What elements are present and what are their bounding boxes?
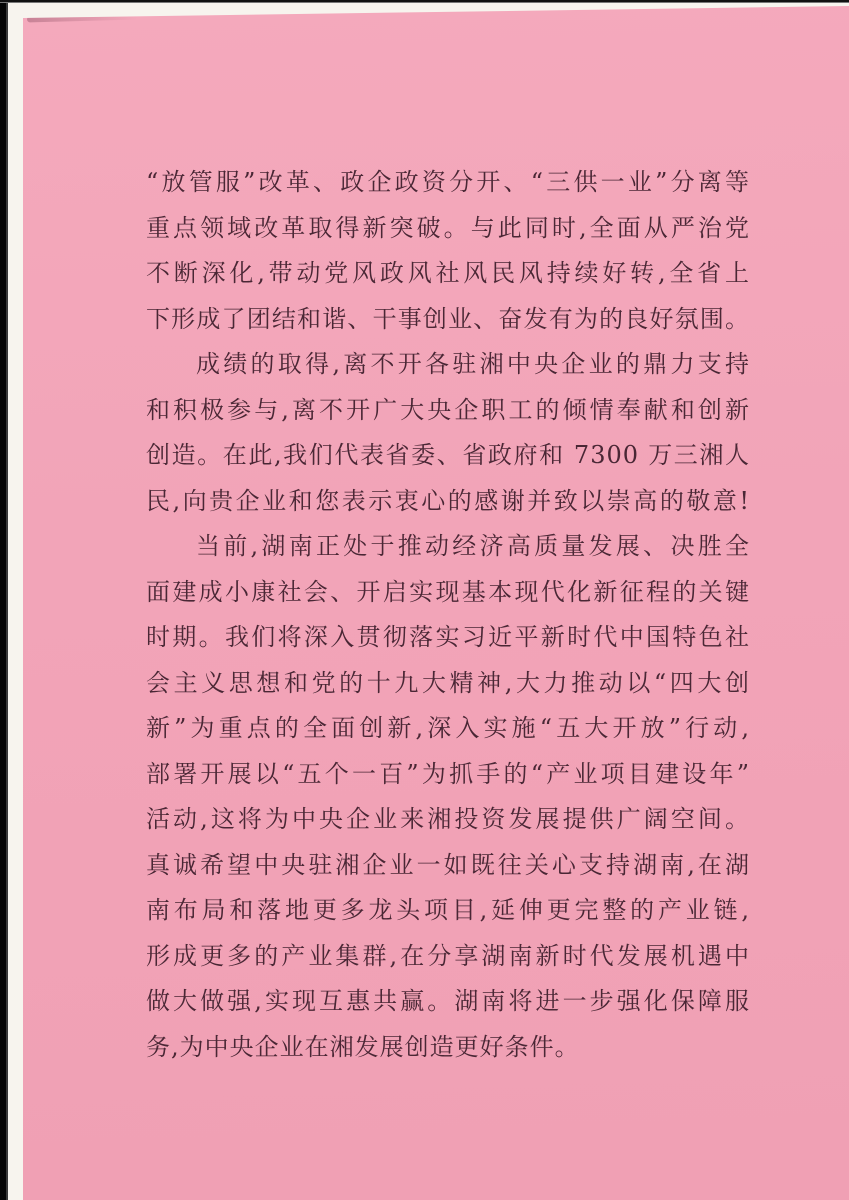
text-line: 时期。我们将深入贯彻落实习近平新时代中国特色社 bbox=[146, 623, 750, 651]
text-line: 做大做强,实现互惠共赢。湖南将进一步强化保障服 bbox=[146, 987, 750, 1015]
text-line: 面建成小康社会、开启实现基本现代化新征程的关键 bbox=[146, 577, 750, 606]
text-line: 会主义思想和党的十九大精神,大力推动以“四大创 bbox=[146, 668, 750, 697]
text-line: 南布局和落地更多龙头项目,延伸更完整的产业链, bbox=[146, 896, 750, 924]
text-line: 下形成了团结和谐、干事创业、奋发有为的良好氛围。 bbox=[146, 304, 750, 333]
text-line: 部署开展以“五个一百”为抓手的“产业项目建设年” bbox=[146, 759, 750, 788]
letter-body bbox=[146, 160, 750, 1070]
paper-corner-crease bbox=[27, 14, 137, 23]
scanner-edge-left bbox=[0, 0, 8, 1200]
text-line: 活动,这将为中央企业来湘投资发展提供广阔空间。 bbox=[146, 805, 750, 833]
text-line: 形成更多的产业集群,在分享湖南新时代发展机遇中 bbox=[146, 941, 750, 970]
text-line-paragraph-start: 成绩的取得,离不开各驻湘中央企业的鼎力支持 bbox=[196, 350, 750, 378]
text-line: 新”为重点的全面创新,深入实施“五大开放”行动, bbox=[146, 714, 750, 742]
text-line: 创造。在此,我们代表省委、省政府和 7300 万三湘人 bbox=[146, 441, 750, 469]
text-line-paragraph-end: 务,为中央企业在湘发展创造更好条件。 bbox=[146, 1032, 580, 1061]
text-line: 民,向贵企业和您表示衷心的感谢并致以崇高的敬意! bbox=[146, 486, 750, 515]
text-line-paragraph-start: 当前,湖南正处于推动经济高质量发展、决胜全 bbox=[196, 532, 750, 560]
text-line: “放管服”改革、政企政资分开、“三供一业”分离等 bbox=[146, 168, 750, 196]
text-line: 和积极参与,离不开广大央企职工的倾情奉献和创新 bbox=[146, 395, 750, 424]
text-line: 重点领域改革取得新突破。与此同时,全面从严治党 bbox=[146, 213, 750, 242]
text-line: 真诚希望中央驻湘企业一如既往关心支持湖南,在湖 bbox=[146, 850, 750, 879]
scanner-edge-top bbox=[0, 0, 849, 3]
text-line: 不断深化,带动党风政风社风民风持续好转,全省上 bbox=[146, 259, 750, 287]
